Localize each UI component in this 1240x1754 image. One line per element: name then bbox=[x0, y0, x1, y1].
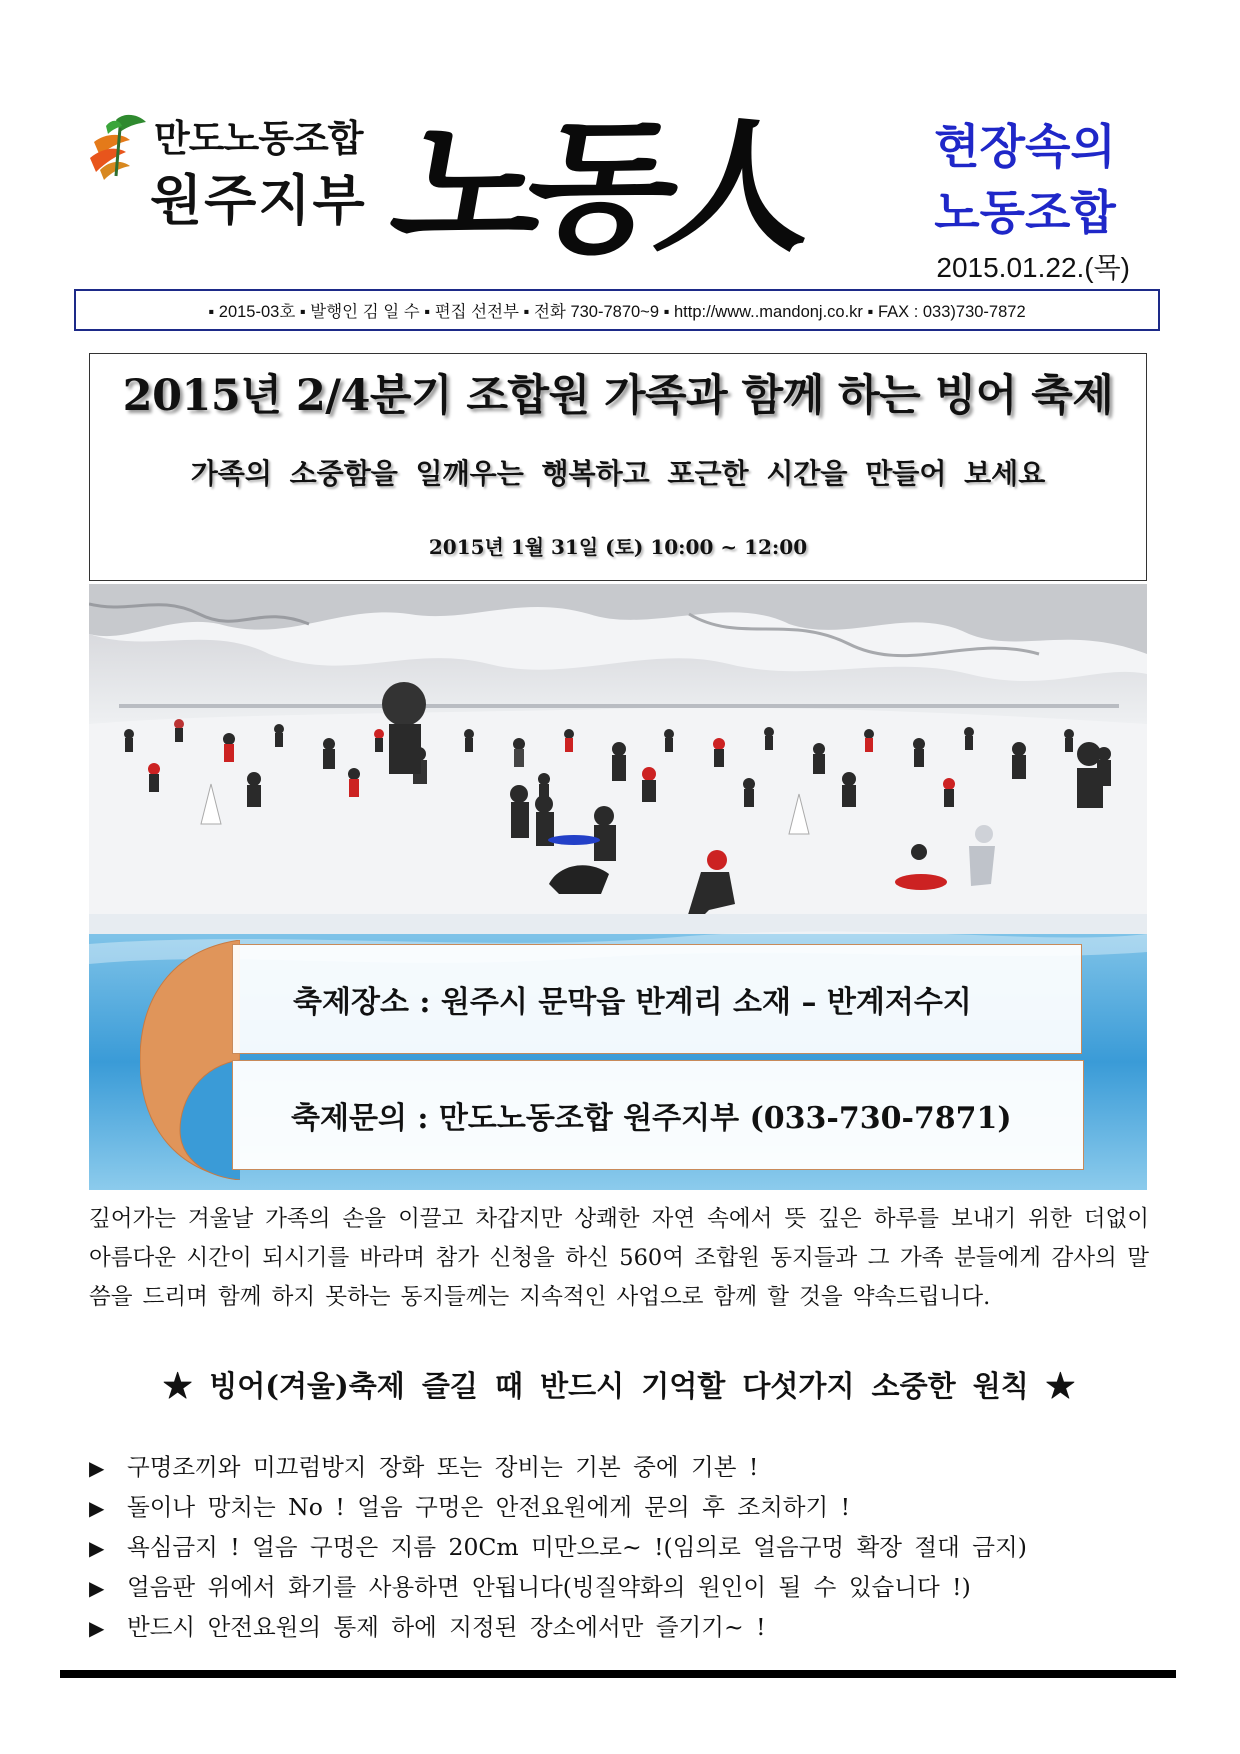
publication-info-text: ▪ 2015-03호 ▪ 발행인 김 일 수 ▪ 편집 선전부 ▪ 전화 730-7870~9 ▪ http://www..mandonj.co.kr ▪ FAX : 033)730-7872 bbox=[208, 303, 1026, 321]
contact-callout bbox=[232, 1060, 1084, 1170]
intro-paragraph: 깊어가는 겨울날 가족의 손을 이끌고 차갑지만 상쾌한 자연 속에서 뜻 깊은 하루를 보내기 위한 더없이 아름다운 시간이 되시기를 바라며 참가 신청을 하신 560여 조합원 동지들과 그 가족 분들에게 감사의 말씀을 드리며 함께 하지 못하는 동지들께는 지속적인 사업으로 함께 할 것을 약속드립니다. bbox=[89, 1206, 1150, 1310]
rules-heading: ★ 빙어(겨울)축제 즐길 때 반드시 기억할 다섯가지 소중한 원칙 ★ bbox=[163, 1369, 1075, 1403]
list-item bbox=[89, 1568, 1149, 1608]
newspaper-masthead: 노동人 bbox=[380, 103, 814, 272]
rule-text: 반드시 안전요원의 통제 하에 지정된 장소에서만 즐기기~ ! bbox=[127, 1613, 766, 1641]
rule-text: 돌이나 망치는 No ! 얼음 구멍은 안전요원에게 문의 후 조치하기 ! bbox=[127, 1493, 851, 1521]
union-logo-icon bbox=[86, 112, 152, 182]
branch-name: 원주지부 bbox=[150, 169, 367, 232]
triangle-bullet-icon: ▶ bbox=[89, 1456, 105, 1480]
triangle-bullet-icon: ▶ bbox=[89, 1616, 105, 1640]
rules-list bbox=[89, 1448, 1149, 1648]
footer-divider bbox=[60, 1670, 1176, 1678]
rule-text: 얼음판 위에서 화기를 사용하면 안됩니다(빙질약화의 원인이 될 수 있습니다 !) bbox=[127, 1573, 971, 1601]
contact-text: 축제문의 : 만도노동조합 원주지부 (033-730-7871) bbox=[291, 1101, 1012, 1136]
union-name: 만도노동조합 bbox=[154, 117, 363, 160]
list-item bbox=[89, 1528, 1149, 1568]
callout-arc-decoration bbox=[140, 940, 240, 1180]
tagline-line-2: 노동조합 bbox=[934, 186, 1116, 241]
triangle-bullet-icon: ▶ bbox=[89, 1536, 105, 1560]
venue-callout bbox=[232, 944, 1082, 1054]
event-subtitle: 가족의 소중함을 일깨우는 행복하고 포근한 시간을 만들어 보세요 bbox=[190, 457, 1046, 490]
list-item bbox=[89, 1448, 1149, 1488]
venue-text: 축제장소 : 원주시 문막읍 반계리 소재 – 반계저수지 bbox=[293, 985, 972, 1020]
issue-date: 2015.01.22.(목) bbox=[936, 252, 1130, 283]
publication-info-bar bbox=[74, 289, 1160, 331]
rule-text: 구명조끼와 미끄럼방지 장화 또는 장비는 기본 중에 기본 ! bbox=[127, 1453, 759, 1481]
rule-text: 욕심금지 ! 얼음 구멍은 지름 20Cm 미만으로~ !(임의로 얼음구멍 확장 절대 금지) bbox=[127, 1533, 1027, 1561]
event-title: 2015년 2/4분기 조합원 가족과 함께 하는 빙어 축제 bbox=[122, 371, 1114, 421]
triangle-bullet-icon: ▶ bbox=[89, 1576, 105, 1600]
event-datetime: 2015년 1월 31일 (토) 10:00 ~ 12:00 bbox=[428, 535, 808, 559]
list-item bbox=[89, 1488, 1149, 1528]
triangle-bullet-icon: ▶ bbox=[89, 1496, 105, 1520]
tagline-line-1: 현장속의 bbox=[934, 120, 1116, 175]
list-item bbox=[89, 1608, 1149, 1648]
